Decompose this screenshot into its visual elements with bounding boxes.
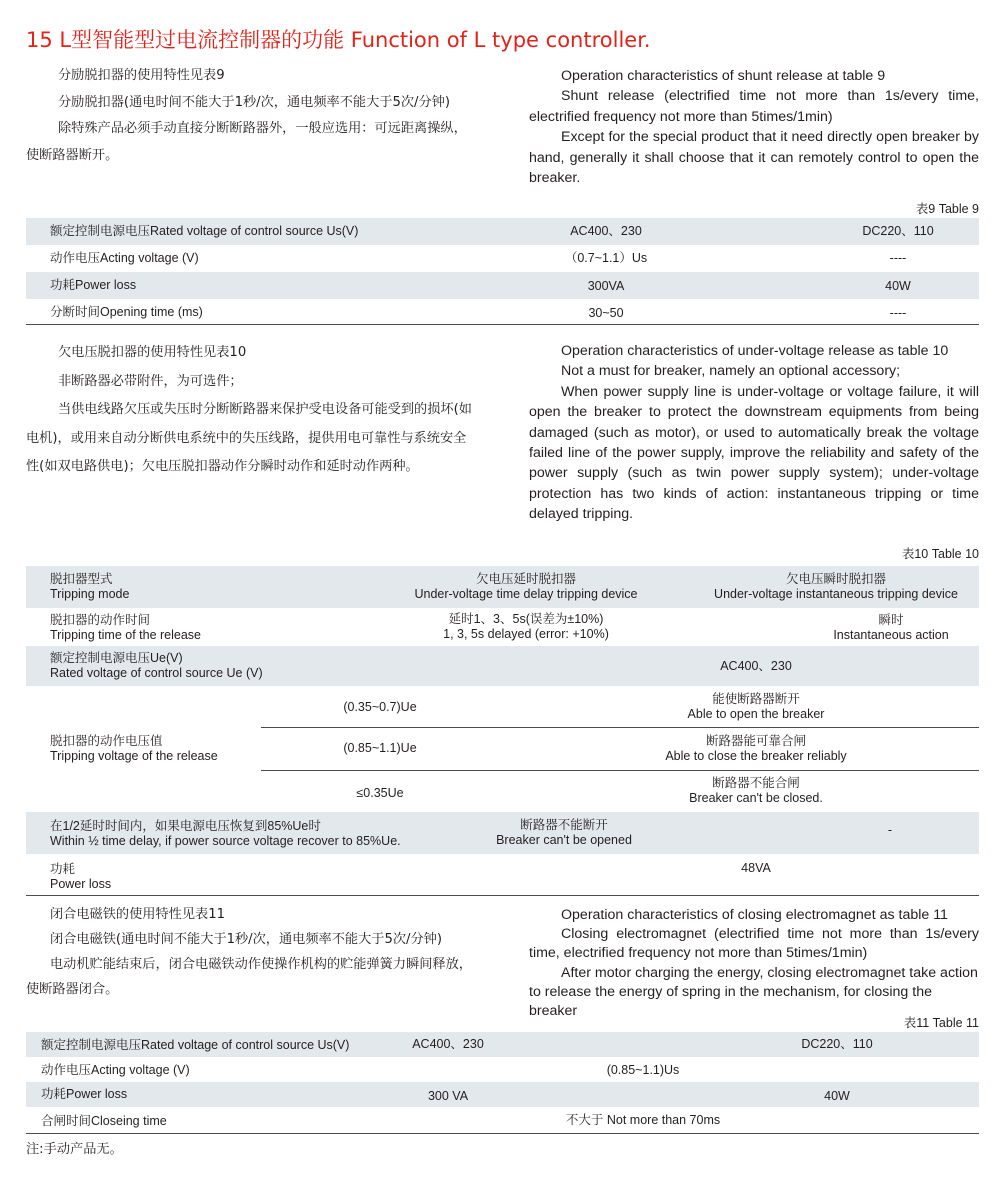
paragraph: Operation characteristics of shunt release at table 9	[561, 68, 886, 84]
paragraph: 欠电压脱扣器的使用特性见表10	[58, 345, 247, 360]
paragraph: 闭合电磁铁(通电时间不能大于1秒/次，通电频率不能大于5次/分钟)	[50, 932, 443, 947]
paragraph: Not a must for breaker, namely an optional accessory;	[561, 363, 901, 380]
cell-zh: 延时1、3、5s(误差为±10%)	[448, 612, 604, 626]
table-cell: (0.35~0.7)Ue	[343, 700, 417, 714]
table-row	[26, 299, 979, 325]
table-cell	[50, 651, 263, 681]
section2-zh	[26, 339, 478, 482]
paragraph: After motor charging the energy, closing electromagnet take action to release the energy of spring in the mechanism, for closing the breaker	[529, 964, 978, 1020]
cell-en: Tripping time of the release	[50, 628, 202, 642]
table-cell	[50, 572, 129, 602]
paragraph: Operation characteristics of under-voltage release as table 10	[561, 343, 949, 359]
paragraph: 分励脱扣器的使用特性见表9	[58, 68, 225, 83]
cell-zh: 欠电压瞬时脱扣器	[785, 572, 886, 586]
cell-en: Under-voltage time delay tripping device	[414, 587, 638, 601]
table-row	[26, 1107, 979, 1133]
table-cell: ----	[889, 251, 907, 265]
paragraph: Operation characteristics of closing electromagnet as table 11	[561, 907, 948, 923]
table-row	[26, 1032, 979, 1057]
table-rule	[26, 1133, 979, 1134]
section1-en	[529, 66, 979, 188]
cell-en: Tripping mode	[50, 587, 130, 601]
footnote: 注:手动产品无。	[26, 1142, 123, 1157]
cell-zh: 断路器能可靠合闸	[705, 734, 807, 748]
table-cell	[496, 818, 632, 848]
table-row	[26, 646, 979, 686]
paragraph: 非断路器必带附件，为可选件；	[58, 373, 243, 389]
table-cell: 300 VA	[427, 1089, 469, 1103]
table-cell: DC220、110	[862, 224, 934, 238]
table-row	[26, 272, 979, 299]
table-cell: (0.85~1.1)Ue	[343, 741, 417, 755]
table-cell: AC400、230	[720, 659, 792, 673]
table-cell: 40W	[885, 279, 911, 293]
table-cell: ≤0.35Ue	[356, 786, 404, 800]
cell-zh: 功耗	[50, 862, 76, 876]
table-cell	[50, 862, 111, 892]
section2-en	[529, 341, 979, 525]
table-cell: 300VA	[587, 279, 625, 293]
cell-zh: 额定控制电源电压Ue(V)	[50, 651, 183, 665]
table-cell: AC400、230	[570, 224, 642, 238]
table-cell	[665, 734, 846, 764]
table-cell: (0.85~1.1)Us	[606, 1063, 680, 1077]
cell-zh: 欠电压延时脱扣器	[475, 572, 577, 586]
cell-zh: 脱扣器型式	[50, 572, 113, 586]
paragraph: 除特殊产品必须手动直接分断断路器外，一般应选用：可远距离操纵，使断路器断开。	[26, 121, 467, 164]
table-cell: 动作电压Acting voltage (V)	[50, 251, 199, 265]
cell-en: Breaker can't be closed.	[689, 791, 823, 805]
cell-en: Instantaneous action	[833, 628, 949, 642]
table-cell	[833, 613, 948, 643]
table-cell: 额定控制电源电压Rated voltage of control source Us(V)	[41, 1038, 350, 1052]
table11-caption: 表11 Table 11	[903, 1016, 979, 1030]
table-row	[26, 1082, 979, 1107]
table-cell: 动作电压Acting voltage (V)	[41, 1063, 190, 1077]
table-cell: 功耗Power loss	[50, 278, 137, 292]
paragraph: Except for the special product that it need directly open breaker by hand, generally it shall choose that it can remotely control to open the breaker.	[529, 129, 979, 187]
table-rule	[26, 895, 979, 896]
table9-caption: 表9 Table 9	[915, 202, 979, 216]
table-row	[26, 812, 979, 854]
paragraph: 当供电线路欠压或失压时分断断路器来保护受电设备可能受到的损坏(如电机)，或用来自动分断供电系统中的失压线路，提供用电可靠性与系统安全性(如双电路供电)；欠电压脱扣器动作分瞬时动作和延时动作两种。	[26, 402, 472, 474]
cell-en: Tripping voltage of the release	[50, 749, 218, 763]
row-rule	[261, 770, 979, 771]
cell-zh: 能使断路器断开	[712, 692, 800, 706]
voltage-group	[26, 686, 979, 812]
cell-zh: 瞬时	[878, 613, 904, 627]
cell-en: Able to close the breaker reliably	[665, 749, 847, 763]
table-row	[26, 608, 979, 646]
table-cell: 48VA	[741, 861, 771, 875]
section1-zh	[26, 63, 478, 170]
table-row	[26, 245, 979, 272]
cell-zh: 断路器不能断开	[520, 818, 608, 832]
cell-zh: 脱扣器的动作电压值	[50, 734, 163, 748]
cell-zh: 断路器不能合闸	[712, 776, 800, 790]
cell-en: Rated voltage of control source Ue (V)	[50, 666, 263, 680]
table-cell: 40W	[824, 1089, 850, 1103]
paragraph: 分励脱扣器(通电时间不能大于1秒/次，通电频率不能大于5次/分钟)	[58, 94, 451, 110]
table-cell	[414, 572, 637, 602]
table-row	[26, 854, 979, 895]
cell-en: 1, 3, 5s delayed (error: +10%)	[443, 627, 609, 641]
row-rule	[261, 727, 979, 728]
table-row	[26, 566, 979, 608]
table-row	[26, 218, 979, 245]
section3-en	[529, 906, 979, 1021]
cell-zh: 脱扣器的动作时间	[50, 613, 151, 627]
table10-caption: 表10 Table 10	[901, 547, 979, 561]
table-cell: 不大于 Not more than 70ms	[565, 1113, 721, 1127]
page-title: 15 L型智能型过电流控制器的功能 Function of L type controller.	[26, 28, 651, 52]
table-rule	[26, 324, 979, 325]
paragraph: Closing electromagnet (electrified time not more than 1s/every time, electrified frequency not more than 5times/1min)	[529, 926, 979, 962]
table-cell: -	[887, 823, 893, 837]
table-cell	[50, 613, 201, 643]
table-cell	[50, 734, 218, 764]
table-cell	[689, 776, 823, 806]
paragraph: When power supply line is under-voltage or voltage failure, it will open the breaker to protect the downstream equipments from being damaged (such as motor), or used to automatically break the voltage failed line of the power supply, improve the reliability and safety of the power supply (such as twin power supply system); under-voltage protection has two kinds of action: instantaneous tripping or time delayed tripping.	[529, 383, 979, 523]
cell-zh: 在1/2延时时间内，如果电源电压恢复到85%Ue时	[50, 819, 321, 833]
table-cell: 30~50	[588, 306, 624, 320]
table-cell: 合闸时间Closeing time	[41, 1114, 167, 1128]
table-cell: AC400、230	[412, 1037, 484, 1051]
table-cell: （0.7~1.1）Us	[564, 251, 648, 265]
table-cell: 功耗Power loss	[41, 1087, 128, 1101]
cell-en: Able to open the breaker	[687, 707, 825, 721]
paragraph: 闭合电磁铁的使用特性见表11	[50, 907, 226, 922]
cell-en: Within ½ time delay, if power source voltage recover to 85%Ue.	[50, 834, 401, 848]
table-cell	[50, 819, 401, 849]
cell-en: Power loss	[50, 877, 112, 891]
table-cell	[688, 692, 825, 722]
table-cell: ----	[889, 306, 907, 320]
cell-en: Breaker can't be opened	[496, 833, 632, 847]
paragraph: Shunt release (electrified time not more than 1s/every time, electrified frequency not more than 5times/1min)	[529, 88, 979, 125]
cell-en: Under-voltage instantaneous tripping device	[714, 587, 958, 601]
table-cell	[443, 612, 609, 642]
section3-zh	[26, 902, 478, 1002]
table-cell: 分断时间Opening time (ms)	[50, 305, 203, 319]
table-cell	[714, 572, 958, 602]
table-cell: DC220、110	[801, 1037, 873, 1051]
table-cell: 额定控制电源电压Rated voltage of control source Us(V)	[50, 224, 359, 238]
table-row	[26, 1057, 979, 1082]
paragraph: 电动机贮能结束后，闭合电磁铁动作使操作机构的贮能弹簧力瞬间释放，使断路器闭合。	[26, 957, 472, 997]
